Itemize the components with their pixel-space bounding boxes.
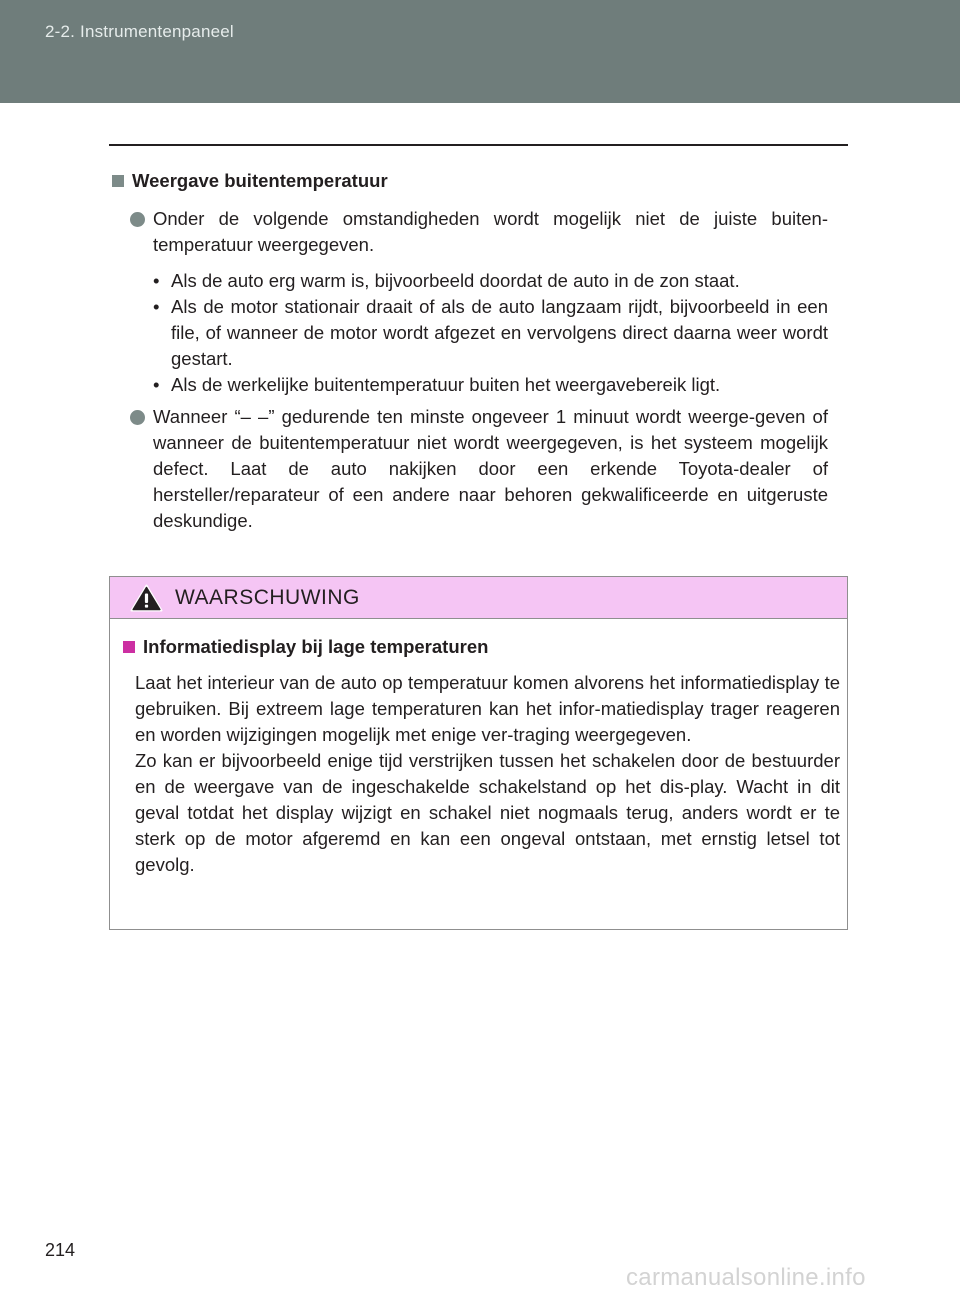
- section-title: 2-2. Instrumentenpaneel: [45, 22, 234, 41]
- warning-header: [110, 577, 847, 619]
- list-item-text: Als de motor stationair draait of als de auto langzaam rijdt, bijvoorbeeld in een file, of wanneer de motor wordt afgezet en vervolgens direct daarna weer wordt gestart.: [171, 296, 828, 369]
- warning-body: [123, 634, 840, 878]
- square-bullet-icon: [123, 641, 135, 653]
- watermark: carmanualsonline.info: [626, 1264, 866, 1291]
- page-number: 214: [45, 1240, 76, 1260]
- circle-bullet-icon: [130, 212, 145, 227]
- list-item: [112, 294, 828, 372]
- list-item-text: Als de auto erg warm is, bijvoorbeeld doordat de auto in de zon staat.: [171, 270, 740, 291]
- list-item: [112, 372, 828, 398]
- warning-paragraph: Zo kan er bijvoorbeeld enige tijd verstrijken tussen het schakelen door de bestuurder en de weergave van de ingeschakelde schakelstand op het dis-play. Wacht in dit geval totdat het display wijzigt en schakel niet nogmaals terug, anders wordt er te sterk op de motor afgeremd en kan een ongeval ontstaan, met ernstig letsel tot gevolg.: [135, 750, 840, 875]
- circle-bullet-icon: [130, 410, 145, 425]
- warning-heading: [123, 634, 840, 660]
- dot-bullet-icon: •: [153, 296, 160, 317]
- paragraph-text: Onder de volgende omstandigheden wordt mogelijk niet de juiste buiten-temperatuur weergegeven.: [153, 208, 828, 255]
- bullet-list: [112, 268, 828, 398]
- page-header: [0, 0, 960, 103]
- paragraph: [112, 206, 828, 258]
- warning-box: [109, 576, 848, 930]
- square-bullet-icon: [112, 175, 124, 187]
- list-item-text: Als de werkelijke buitentemperatuur buiten het weergavebereik ligt.: [171, 374, 721, 395]
- section-heading: [112, 168, 828, 194]
- warning-triangle-icon: [130, 584, 163, 612]
- section-heading-text: Weergave buitentemperatuur: [132, 170, 388, 191]
- dot-bullet-icon: •: [153, 270, 160, 291]
- warning-title: WAARSCHUWING: [175, 585, 360, 609]
- paragraph: [112, 404, 828, 534]
- warning-heading-text: Informatiedisplay bij lage temperaturen: [143, 636, 489, 657]
- warning-text: [123, 670, 840, 878]
- paragraph-text: Wanneer “– –” gedurende ten minste ongeveer 1 minuut wordt weerge-geven of wanneer de buitentemperatuur niet wordt weergegeven, is het systeem mogelijk defect. Laat de auto nakijken door een erkende Toyota-dealer of hersteller/reparateur of een andere naar behoren gekwalificeerde en uitgeruste deskundige.: [153, 406, 828, 531]
- section-content: [112, 168, 828, 534]
- list-item: [112, 268, 828, 294]
- warning-paragraph: Laat het interieur van de auto op temperatuur komen alvorens het informatiedisplay te gebruiken. Bij extreem lage temperaturen kan het infor-matiedisplay trager reageren en worden wijzigingen mogelijk met enige ver-traging weergegeven.: [135, 672, 840, 745]
- dot-bullet-icon: •: [153, 374, 160, 395]
- divider: [109, 144, 848, 146]
